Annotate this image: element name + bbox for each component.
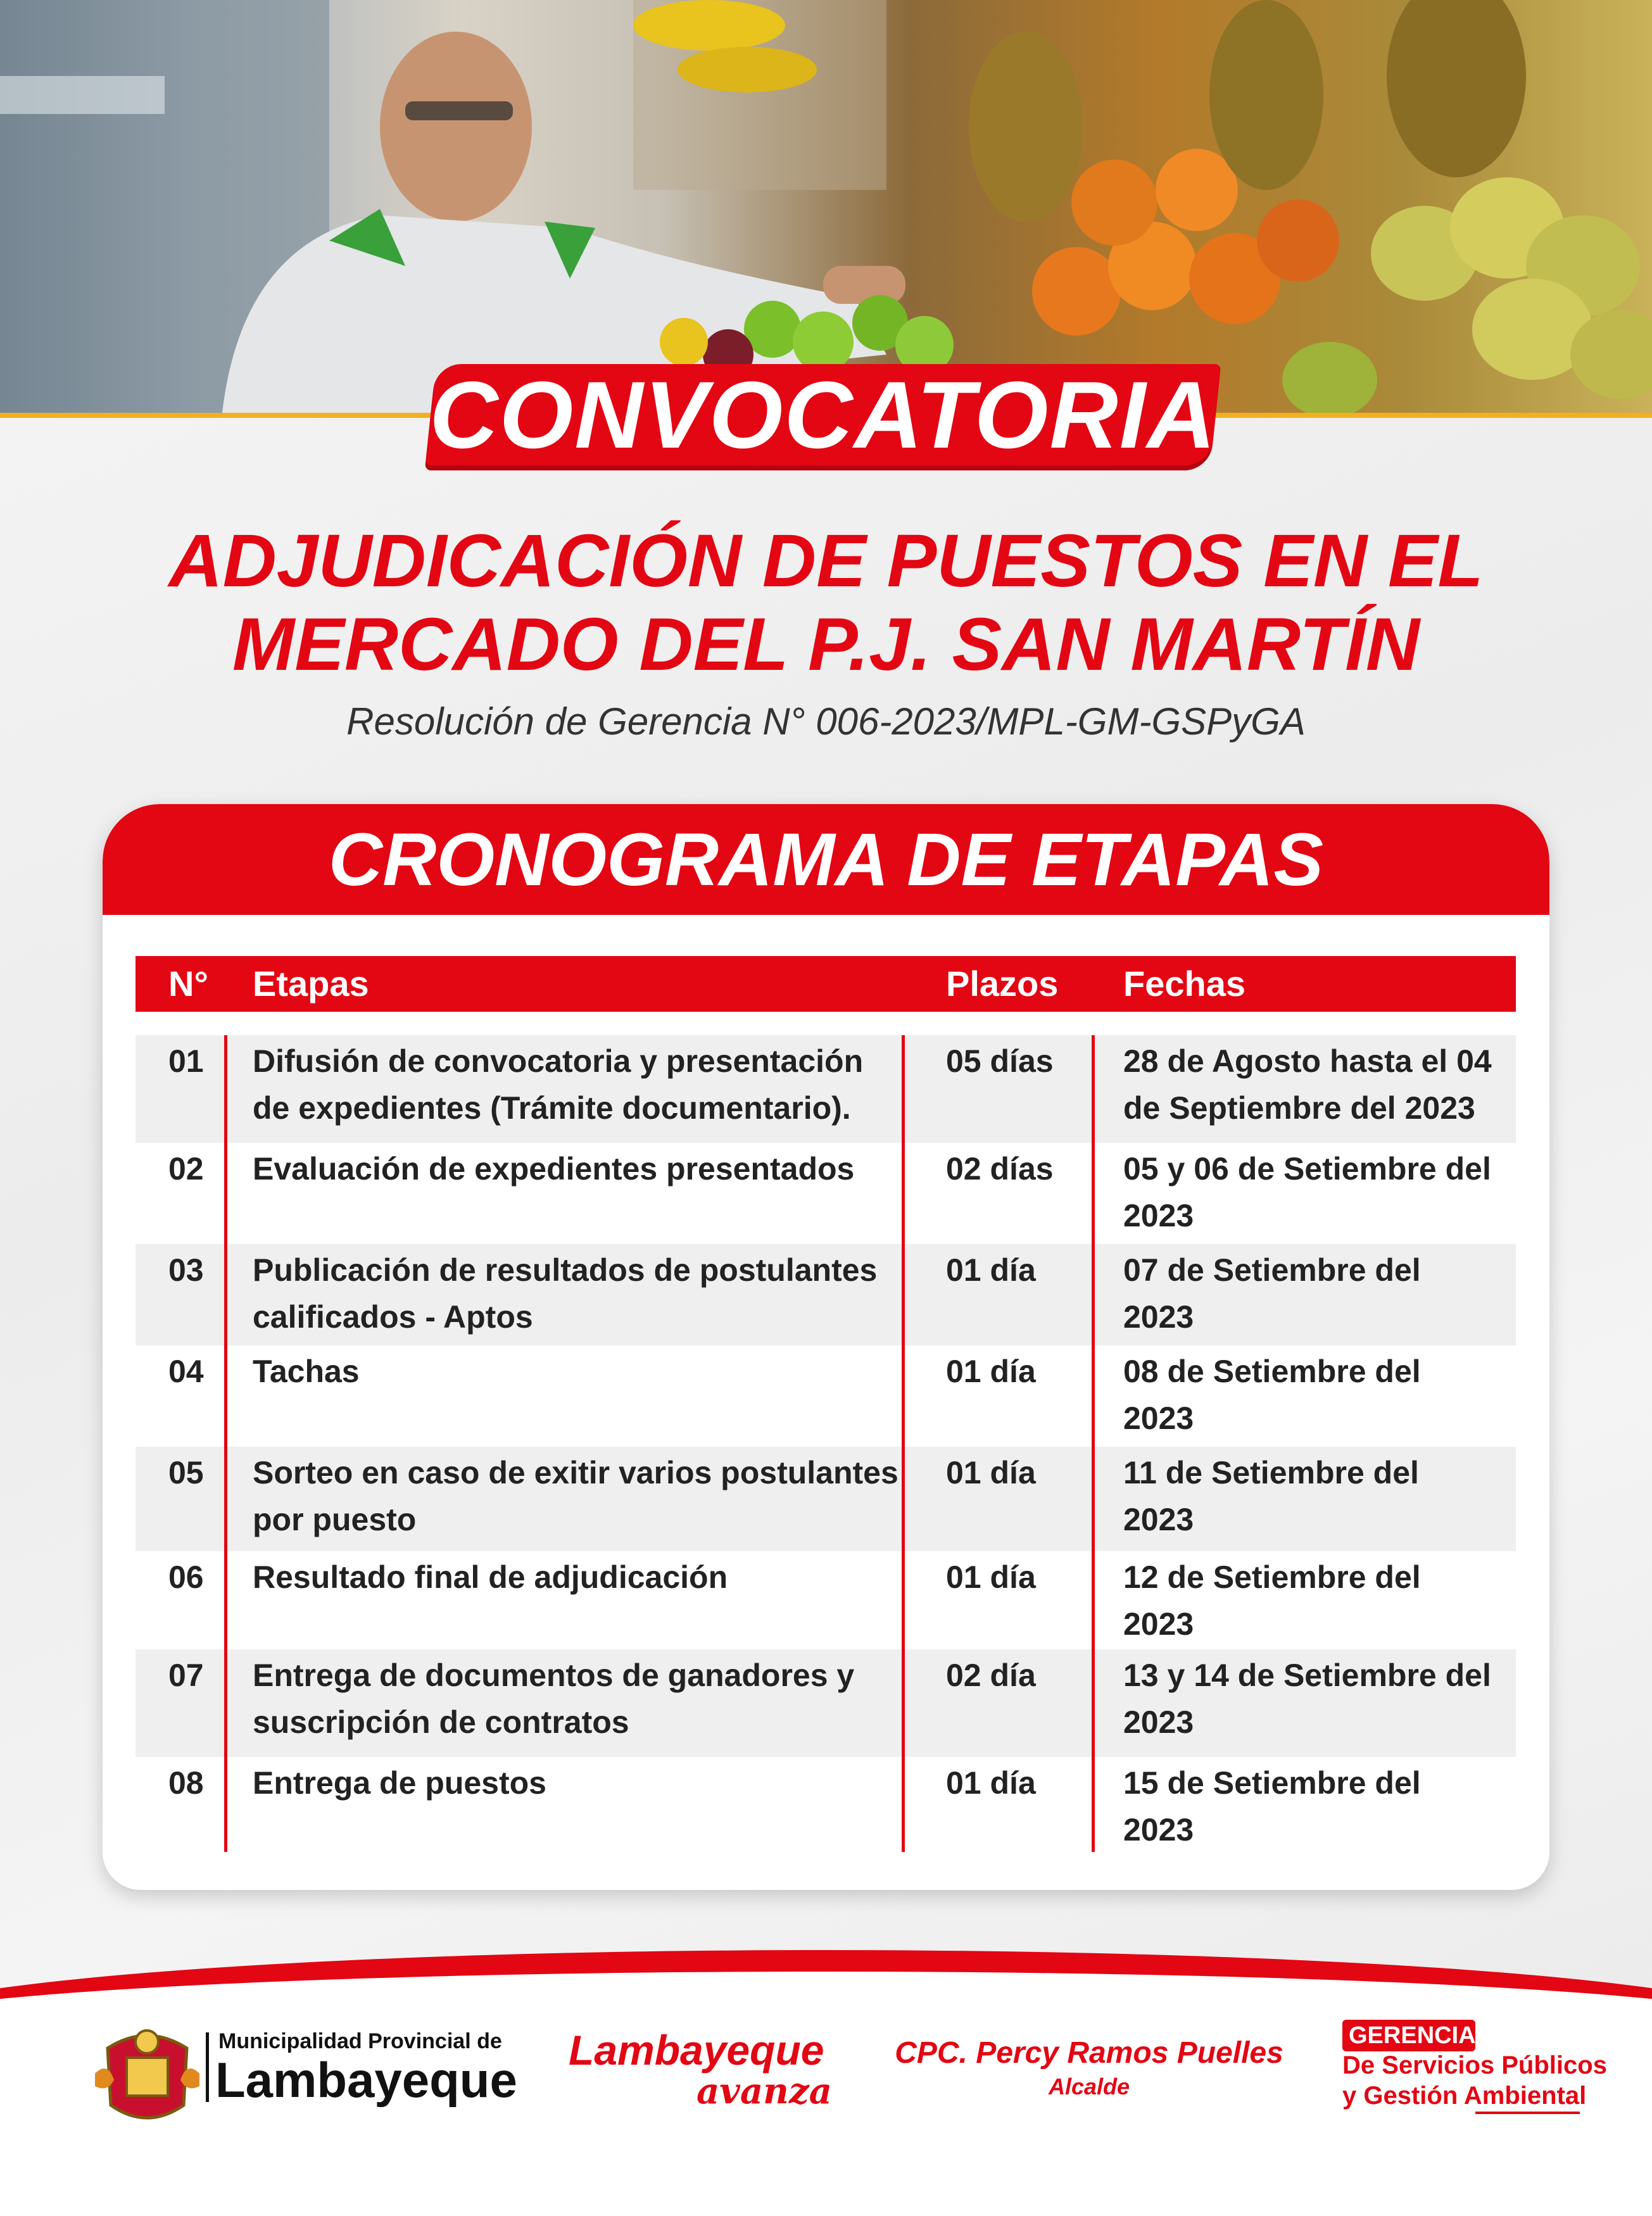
cell-etapa (253, 1760, 546, 1806)
cell-etapa-line: Entrega de documentos de ganadores y (253, 1658, 855, 1693)
cell-etapa-line: Sorteo en caso de exitir varios postulantes (253, 1455, 899, 1490)
cell-etapa (253, 1449, 899, 1543)
cell-fecha-line: 05 y 06 de Setiembre del (1123, 1151, 1491, 1187)
table-row (136, 1143, 1516, 1244)
cell-fecha-line: 12 de Setiembre del (1123, 1559, 1421, 1595)
municipality-name: Lambayeque (215, 2052, 517, 2108)
title-line-2: MERCADO DEL P.J. SAN MARTÍN (232, 603, 1420, 686)
cell-number: 05 (168, 1455, 204, 1490)
cell-etapa-line: Resultado final de adjudicación (253, 1559, 728, 1595)
cell-etapa-line: calificados - Aptos (253, 1299, 533, 1335)
column-divider-2 (902, 1035, 905, 1852)
cell-plazo: 01 día (946, 1765, 1036, 1801)
table-row (136, 1244, 1516, 1345)
gerencia-underline (1475, 2112, 1580, 2114)
cell-fecha-line: 2023 (1123, 1198, 1194, 1233)
cell-plazo: 01 día (946, 1559, 1036, 1595)
cell-plazo: 02 día (946, 1658, 1036, 1693)
municipality-label: Municipalidad Provincial de (218, 2029, 502, 2053)
cell-fecha-line: 2023 (1123, 1812, 1194, 1848)
col-plazos: Plazos (946, 964, 1059, 1004)
slogan-line-1: Lambayeque (569, 2027, 824, 2074)
table-row (136, 1551, 1516, 1649)
cell-fecha-line: 2023 (1123, 1502, 1194, 1537)
cell-fecha-line: de Septiembre del 2023 (1123, 1090, 1475, 1126)
cell-etapa (253, 1348, 360, 1395)
schedule-card (103, 804, 1549, 1890)
cell-fecha-line: 28 de Agosto hasta el 04 (1123, 1043, 1492, 1079)
cell-fecha-line: 2023 (1123, 1704, 1194, 1740)
cell-fecha (1123, 1449, 1419, 1543)
cell-etapa (253, 1652, 854, 1746)
cell-fecha-line: 2023 (1123, 1606, 1194, 1642)
cell-etapa-line: Publicación de resultados de postulantes (253, 1252, 878, 1288)
slogan-line-2: avanza (697, 2070, 832, 2112)
col-etapas: Etapas (253, 964, 369, 1004)
cell-number: 06 (168, 1559, 204, 1595)
cell-etapa (253, 1145, 854, 1192)
cell-etapa-line: Entrega de puestos (253, 1765, 546, 1801)
market-photo-illustration (0, 0, 1652, 418)
cell-number: 07 (168, 1658, 204, 1693)
table-row (136, 1345, 1516, 1447)
table-row (136, 1035, 1516, 1143)
cell-etapa (253, 1554, 728, 1601)
cell-fecha (1123, 1038, 1492, 1131)
cell-etapa-line: Evaluación de expedientes presentados (253, 1151, 855, 1187)
logo-separator (206, 2032, 209, 2102)
cell-fecha (1123, 1652, 1491, 1746)
cell-number: 08 (168, 1765, 204, 1801)
cell-plazo: 02 días (946, 1151, 1054, 1187)
cell-number: 01 (168, 1043, 204, 1079)
schedule-heading: CRONOGRAMA DE ETAPAS (103, 804, 1549, 915)
gerencia-line-2: y Gestión Ambiental (1342, 2082, 1587, 2110)
cell-fecha-line: 2023 (1123, 1401, 1194, 1436)
cell-fecha-line: 08 de Setiembre del (1123, 1354, 1421, 1389)
cell-etapa-line: Tachas (253, 1354, 360, 1389)
gerencia-line-1: De Servicios Públicos (1342, 2051, 1607, 2079)
cell-fecha-line: 15 de Setiembre del (1123, 1765, 1421, 1801)
page-title (95, 519, 1557, 686)
cell-fecha-line: 11 de Setiembre del (1123, 1455, 1419, 1490)
cell-etapa (253, 1038, 863, 1131)
cell-number: 04 (168, 1354, 204, 1389)
cell-etapa-line: suscripción de contratos (253, 1704, 629, 1740)
cell-plazo: 01 día (946, 1455, 1036, 1490)
mayor-name: CPC. Percy Ramos Puelles (895, 2036, 1283, 2070)
municipality-coat-of-arms-icon (95, 2023, 199, 2131)
cell-fecha (1123, 1760, 1421, 1853)
cell-number: 03 (168, 1252, 204, 1288)
cell-etapa (253, 1247, 877, 1340)
cell-plazo: 05 días (946, 1043, 1054, 1079)
cell-plazo: 01 día (946, 1252, 1036, 1288)
cell-fecha (1123, 1145, 1491, 1239)
cell-fecha (1123, 1348, 1421, 1442)
title-line-1: ADJUDICACIÓN DE PUESTOS EN EL (168, 519, 1484, 603)
table-row (136, 1649, 1516, 1757)
col-fechas: Fechas (1123, 964, 1245, 1004)
cell-fecha (1123, 1247, 1421, 1340)
cell-fecha (1123, 1554, 1421, 1647)
cell-fecha-line: 07 de Setiembre del (1123, 1252, 1421, 1288)
column-divider-1 (224, 1035, 227, 1852)
col-number: N° (168, 964, 208, 1004)
gerencia-tag: GERENCIA (1349, 2022, 1476, 2049)
mayor-role: Alcalde (1048, 2074, 1130, 2100)
cell-etapa-line: por puesto (253, 1502, 417, 1537)
cell-etapa-line: Difusión de convocatoria y presentación (253, 1043, 864, 1079)
hero-photo (0, 0, 1652, 418)
cell-fecha-line: 2023 (1123, 1299, 1194, 1335)
table-row (136, 1757, 1516, 1852)
table-header (136, 956, 1516, 1012)
cell-fecha-line: 13 y 14 de Setiembre del (1123, 1658, 1491, 1693)
convocatoria-label: CONVOCATORIA (429, 361, 1217, 468)
cell-plazo: 01 día (946, 1354, 1036, 1389)
resolution-reference: Resolución de Gerencia N° 006-2023/MPL-GM-GSPyGA (346, 700, 1306, 743)
cell-number: 02 (168, 1151, 204, 1187)
cell-etapa-line: de expedientes (Trámite documentario). (253, 1090, 851, 1126)
column-divider-3 (1092, 1035, 1095, 1852)
table-row (136, 1447, 1516, 1551)
